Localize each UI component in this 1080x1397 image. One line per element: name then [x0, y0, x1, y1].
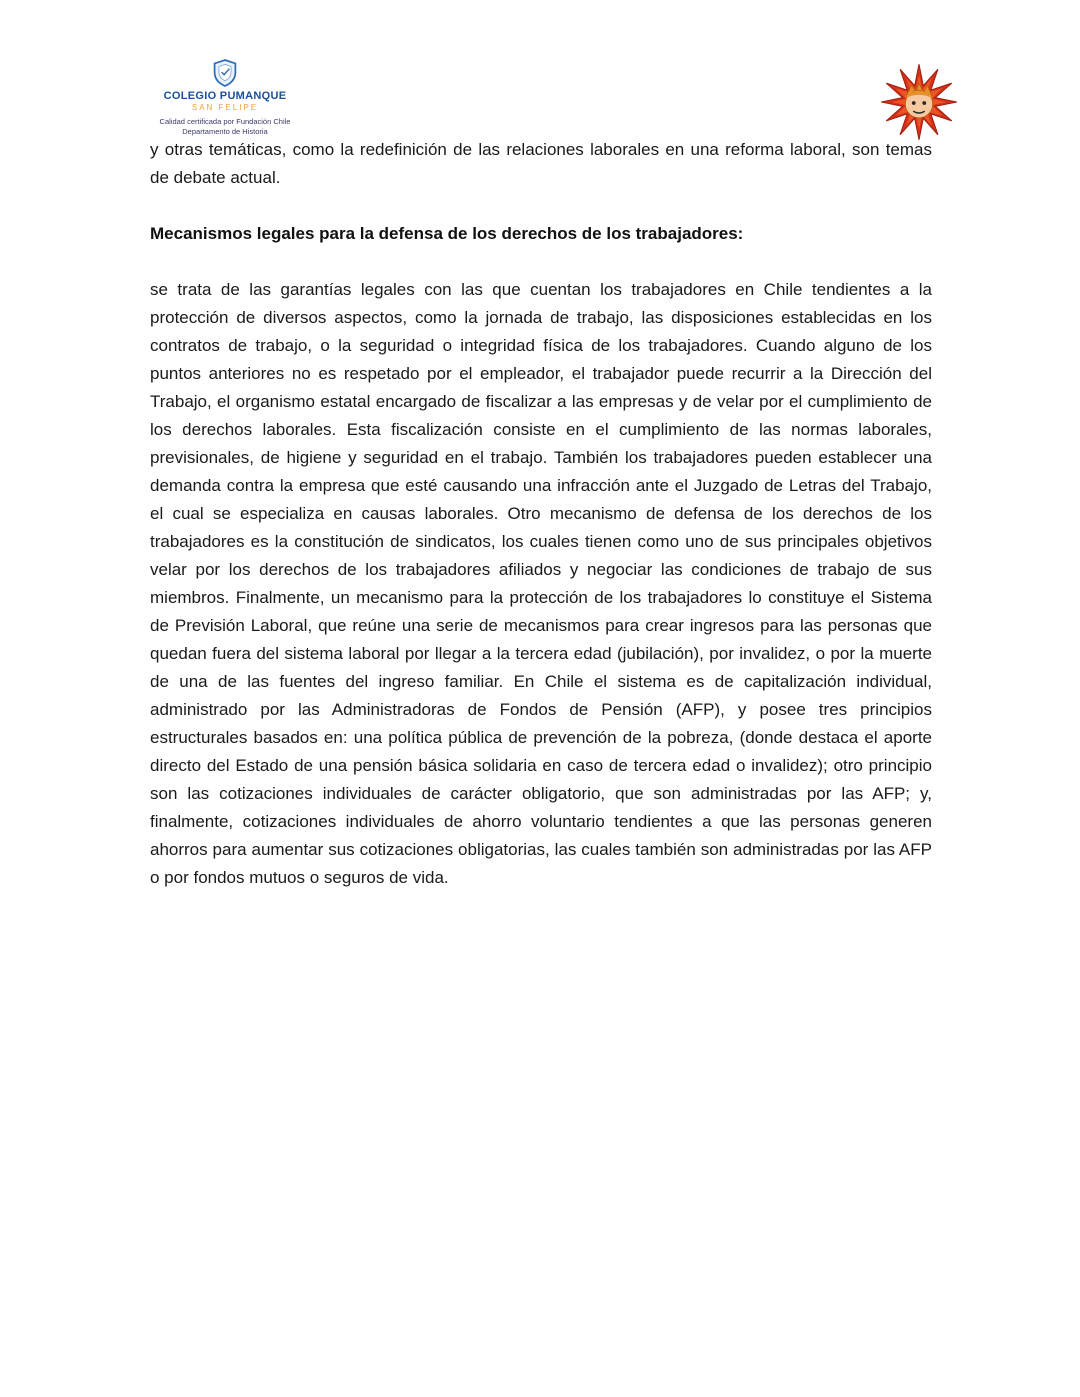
- shield-icon: [212, 58, 238, 88]
- certification-line: Calidad certificada por Fundación Chile: [159, 117, 291, 126]
- explosion-character-icon: [876, 60, 962, 144]
- school-logo: [150, 58, 300, 136]
- school-name: COLEGIO PUMANQUE: [163, 90, 287, 102]
- section-heading: Mecanismos legales para la defensa de los derechos de los trabajadores:: [150, 224, 744, 243]
- document-body: [150, 136, 932, 892]
- school-location: SAN FELIPE: [191, 103, 259, 112]
- body-paragraph: se trata de las garantías legales con las que cuentan los trabajadores en Chile tendientes a la protección de diversos aspectos, como la jornada de trabajo, las disposiciones establecidas en los contratos de trabajo, o la seguridad o integridad física de los trabajadores. Cuando alguno de los puntos anteriores no es respetado por el empleador, el trabajador puede recurrir a la Dirección del Trabajo, el organismo estatal encargado de fiscalizar a las empresas y de velar por el cumplimiento de los derechos laborales. Esta fiscalización consiste en el cumplimiento de las normas laborales, previsionales, de higiene y seguridad en el trabajo. También los trabajadores pueden establecer una demanda contra la empresa que esté causando una infracción ante el Juzgado de Letras del Trabajo, el cual se especializa en causas laborales. Otro mecanismo de defensa de los derechos de los trabajadores es la constitución de sindicatos, los cuales tienen como uno de sus principales objetivos velar por los derechos de los trabajadores afiliados y negociar las condiciones de trabajo de sus miembros. Finalmente, un mecanismo para la protección de los trabajadores lo constituye el Sistema de Previsión Laboral, que reúne una serie de mecanismos para crear ingresos para las personas que quedan fuera del sistema laboral por llegar a la tercera edad (jubilación), por invalidez, o por la muerte de una de las fuentes del ingreso familiar. En Chile el sistema es de capitalización individual, administrado por las Administradoras de Fondos de Pensión (AFP), y posee tres principios estructurales basados en: una política pública de prevención de la pobreza, (donde destaca el aporte directo del Estado de una pensión básica solidaria en caso de tercera edad o invalidez); otro principio son las cotizaciones individuales de carácter obligatorio, que son administradas por las AFP; y, finalmente, cotizaciones individuales de ahorro voluntario tendientes a que las personas generen ahorros para aumentar sus cotizaciones obligatorias, las cuales también son administradas por las AFP o por fondos mutuos o seguros de vida.: [150, 280, 932, 887]
- intro-paragraph: y otras temáticas, como la redefinición de las relaciones laborales en una reforma laboral, son temas de debate actual.: [150, 140, 932, 187]
- department-line: Departamento de Historia: [182, 127, 268, 136]
- page-header: [150, 58, 962, 138]
